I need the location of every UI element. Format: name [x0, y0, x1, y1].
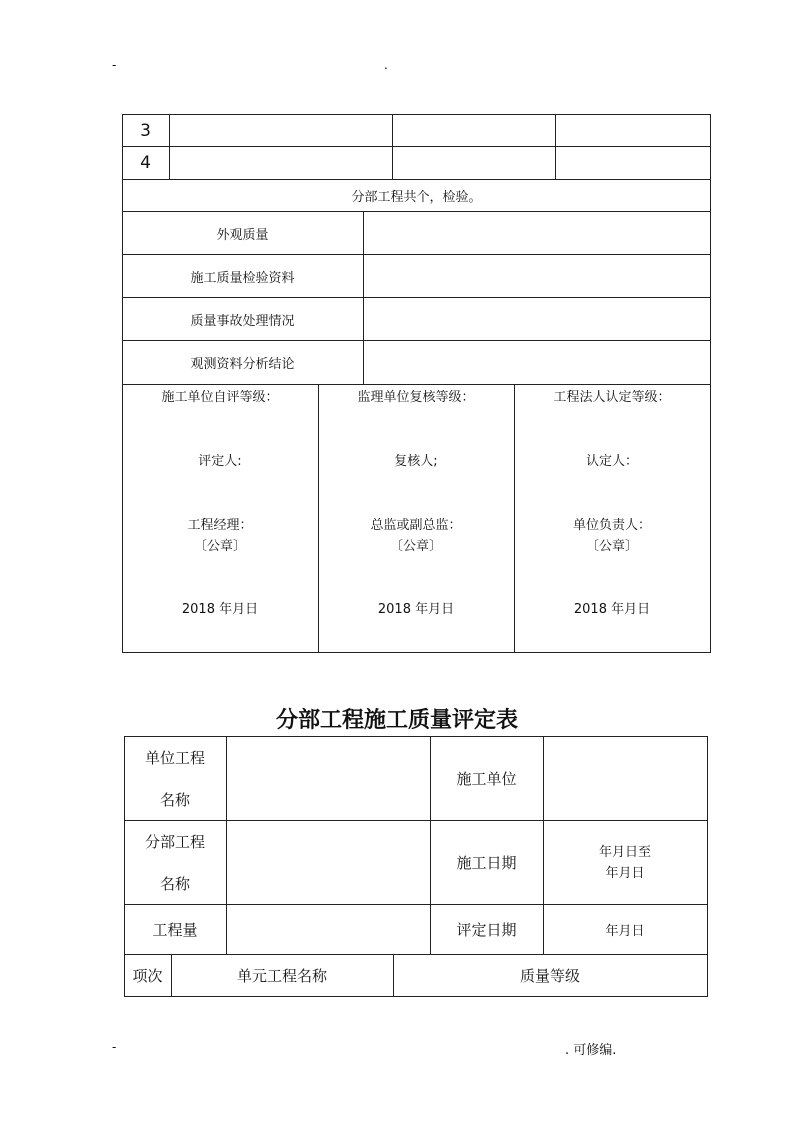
label-line: 分部工程 [144, 832, 205, 851]
manager-label: 总监或副总监： [370, 518, 462, 533]
footer-left-mark: - [112, 1040, 117, 1054]
label-observation-conclusion: 观测资料分析结论 [190, 357, 295, 372]
quantity-label: 工程量 [152, 921, 198, 939]
date-label: 2018 年月日 [181, 602, 259, 617]
grade-label: 监理单位复核等级： [357, 390, 475, 405]
label-appearance-quality: 外观质量 [216, 227, 269, 243]
label-accident-handling: 质量事故处理情况 [190, 313, 295, 329]
manager-label: 单位负责人： [572, 518, 651, 533]
label-line: 单位工程 [144, 748, 205, 767]
footer-editable-note: . 可修编. [565, 1043, 617, 1058]
page-title: 分部工程施工质量评定表 [275, 708, 518, 733]
column-header-item: 项次 [132, 967, 163, 985]
date-line: 年月日至 [598, 844, 651, 860]
column-header-unit-name: 单元工程名称 [236, 967, 327, 985]
date-line: 年月日 [605, 865, 645, 881]
grade-label: 施工单位自评等级： [161, 390, 279, 405]
row-number: 4 [140, 153, 151, 173]
seal-label: 〔公章〕 [585, 539, 638, 554]
row-number: 3 [140, 120, 151, 141]
seal-label: 〔公章〕 [193, 539, 246, 554]
evaluation-date-value: 年月日 [605, 924, 645, 939]
person-label: 评定人: [198, 454, 242, 469]
person-label: 复核人; [394, 454, 438, 469]
summary-text: 分部工程共个，检验。 [351, 190, 482, 205]
label-line: 名称 [159, 874, 190, 893]
header-left-mark: - [112, 58, 117, 72]
seal-label: 〔公章〕 [389, 539, 442, 554]
evaluation-date-label: 评定日期 [456, 921, 517, 939]
construction-date-value [543, 821, 707, 904]
person-label: 认定人： [585, 454, 638, 469]
column-header-grade: 质量等级 [519, 967, 580, 985]
header-center-mark: . [384, 58, 388, 72]
grade-label: 工程法人认定等级： [553, 390, 671, 405]
sub-project-name-label [124, 821, 226, 904]
unit-project-name-label [124, 737, 226, 820]
manager-label: 工程经理： [187, 518, 253, 533]
label-line: 名称 [159, 790, 190, 809]
date-label: 2018 年月日 [377, 602, 455, 617]
label-construction-inspection-data: 施工质量检验资料 [190, 270, 295, 286]
date-label: 2018 年月日 [573, 602, 651, 617]
construction-date-label: 施工日期 [456, 854, 517, 872]
construction-unit-label: 施工单位 [456, 770, 517, 788]
